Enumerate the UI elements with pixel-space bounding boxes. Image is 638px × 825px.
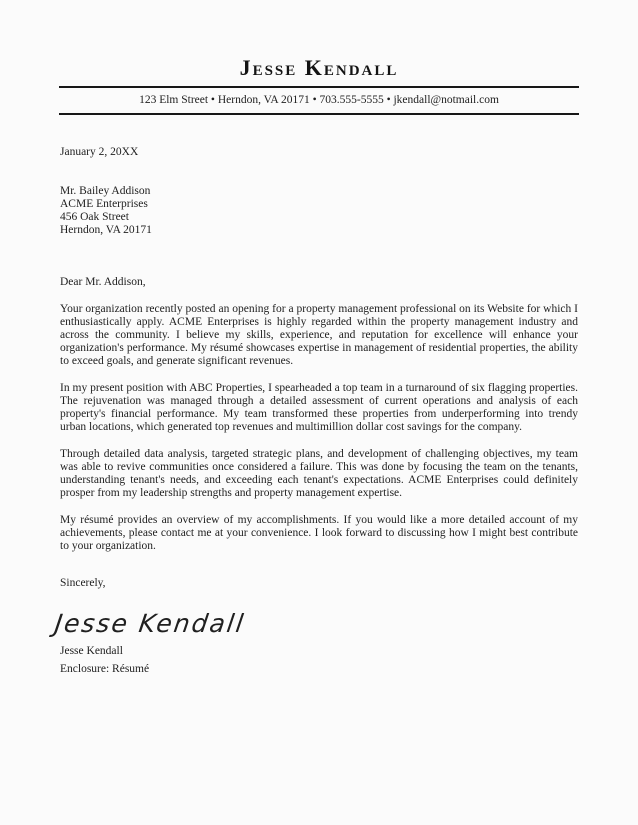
closing: Sincerely, (60, 577, 106, 589)
letterhead-contact: 123 Elm Street • Herndon, VA 20171 • 703.555-5555 • jkendall@notmail.com (139, 94, 499, 106)
recipient-name: Mr. Bailey Addison (60, 185, 151, 197)
letter-date: January 2, 20XX (60, 146, 139, 158)
typed-name: Jesse Kendall (60, 645, 123, 657)
letterhead-rule-bottom (59, 113, 579, 115)
letterhead (0, 0, 638, 115)
handwritten-signature: Jesse Kendall (52, 609, 247, 638)
salutation: Dear Mr. Addison, (60, 276, 146, 288)
paragraph-call-to-action: My résumé provides an overview of my accomplishments. If you would like a more detailed account of my achievements, please contact me at your convenience. I look forward to discussing how I might best contribute to your organization. (60, 514, 578, 552)
recipient-company: ACME Enterprises (60, 198, 148, 210)
paragraph-intro: Your organization recently posted an opening for a property management professional on its Website for which I enthusiastically apply. ACME Enterprises is highly regarded within the property management industry and across the community. I believe my skills, experience, and reputation for excellence will enhance your organization's performance. My résumé showcases expertise in management of residential properties, the ability to exceed goals, and generate significant revenues. (60, 303, 578, 367)
letter-body (52, 146, 578, 676)
letterhead-name: Jesse Kendall (239, 55, 399, 80)
recipient-street: 456 Oak Street (60, 211, 129, 223)
recipient-city: Herndon, VA 20171 (60, 224, 152, 236)
recipient-block (60, 185, 578, 237)
paragraph-achievements: Through detailed data analysis, targeted strategic plans, and development of challenging objectives, my team was able to revive communities once considered a failure. This was done by focusing the team on the tenants, understanding tenant's needs, and exceeding each tenant's expectations. ACME Enterprises could definitely prosper from my leadership strengths and property management expertise. (60, 448, 578, 499)
enclosure-note: Enclosure: Résumé (60, 663, 150, 675)
paragraph-experience: In my present position with ABC Properties, I spearheaded a top team in a turnaround of six flagging properties. The rejuvenation was managed through a detailed assessment of current operations and analysis of each property's financial performance. My team transformed these properties from underperforming into trendy urban locations, which generated top revenues and multimillion dollar cost savings for the company. (60, 382, 578, 433)
